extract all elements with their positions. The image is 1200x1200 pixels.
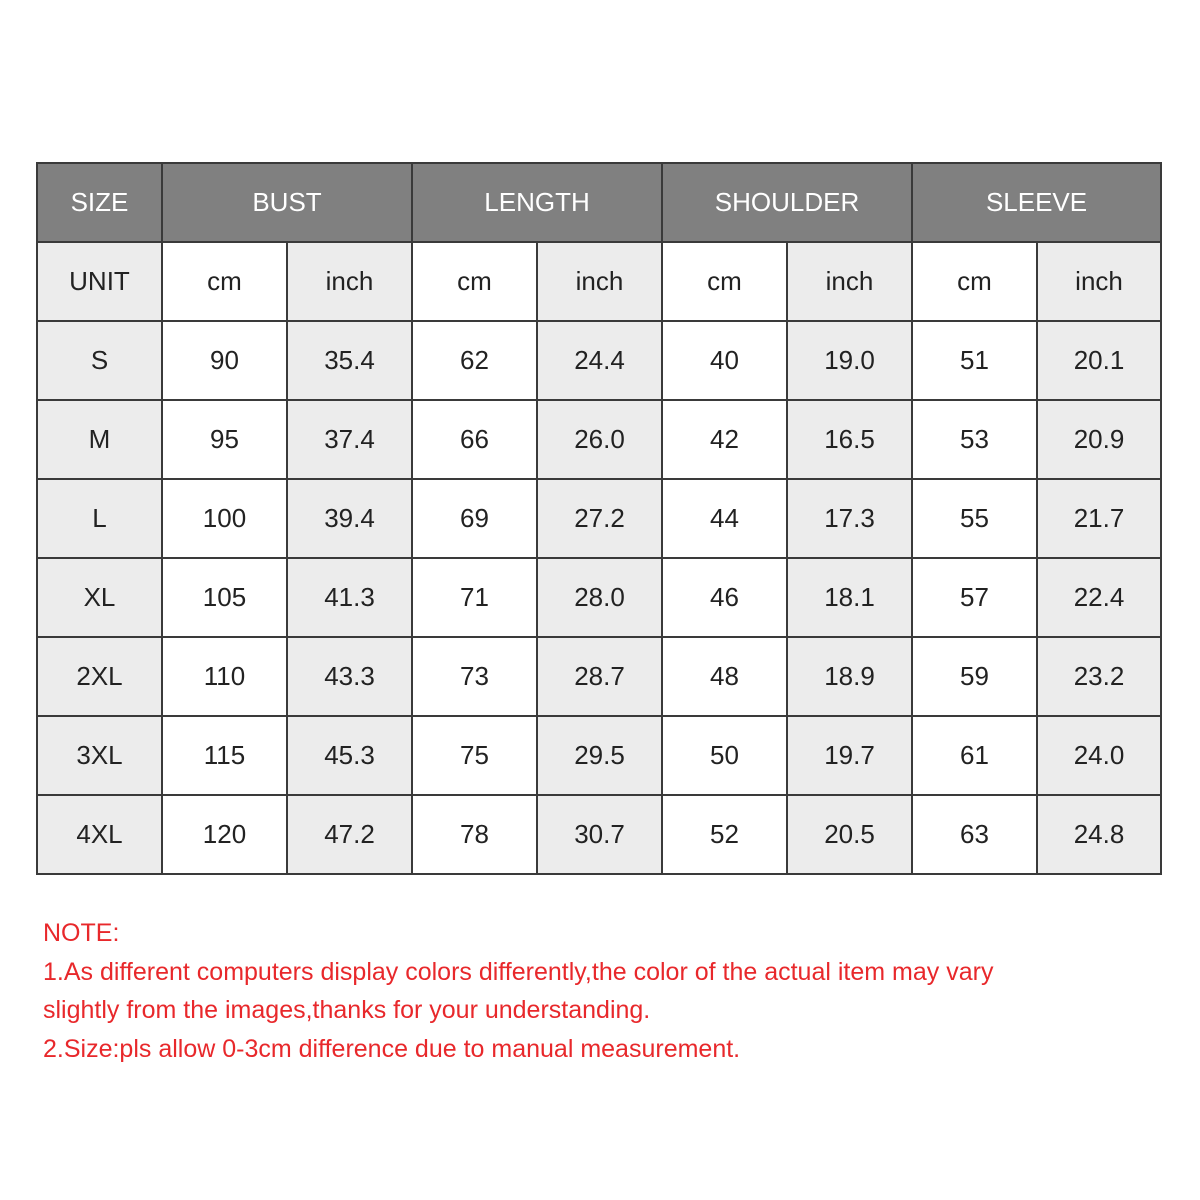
value-cell: 28.0 (537, 558, 662, 637)
note-line-3: 2.Size:pls allow 0-3cm difference due to manual measurement. (43, 1034, 741, 1063)
unit-cell: cm (412, 242, 537, 321)
value-cell: 52 (662, 795, 787, 874)
value-cell: 24.4 (537, 321, 662, 400)
header-bust: BUST (162, 163, 412, 242)
unit-cell: inch (1037, 242, 1161, 321)
value-cell: 50 (662, 716, 787, 795)
value-cell: 55 (912, 479, 1037, 558)
unit-cell: cm (662, 242, 787, 321)
header-row (37, 163, 1161, 242)
value-cell: 105 (162, 558, 287, 637)
table-row (37, 795, 1161, 874)
unit-row (37, 242, 1161, 321)
notes-block (43, 914, 1163, 1068)
value-cell: 90 (162, 321, 287, 400)
value-cell: 120 (162, 795, 287, 874)
value-cell: 75 (412, 716, 537, 795)
value-cell: 20.1 (1037, 321, 1161, 400)
value-cell: 40 (662, 321, 787, 400)
unit-cell: cm (912, 242, 1037, 321)
size-cell: L (37, 479, 162, 558)
unit-cell: inch (537, 242, 662, 321)
value-cell: 37.4 (287, 400, 412, 479)
header-size: SIZE (37, 163, 162, 242)
value-cell: 21.7 (1037, 479, 1161, 558)
unit-label: UNIT (37, 242, 162, 321)
value-cell: 73 (412, 637, 537, 716)
value-cell: 61 (912, 716, 1037, 795)
size-cell: M (37, 400, 162, 479)
value-cell: 17.3 (787, 479, 912, 558)
value-cell: 57 (912, 558, 1037, 637)
value-cell: 66 (412, 400, 537, 479)
value-cell: 20.9 (1037, 400, 1161, 479)
value-cell: 53 (912, 400, 1037, 479)
value-cell: 30.7 (537, 795, 662, 874)
value-cell: 22.4 (1037, 558, 1161, 637)
header-sleeve: SLEEVE (912, 163, 1161, 242)
unit-cell: inch (787, 242, 912, 321)
value-cell: 95 (162, 400, 287, 479)
value-cell: 115 (162, 716, 287, 795)
value-cell: 27.2 (537, 479, 662, 558)
value-cell: 28.7 (537, 637, 662, 716)
table-row (37, 637, 1161, 716)
size-cell: XL (37, 558, 162, 637)
value-cell: 20.5 (787, 795, 912, 874)
value-cell: 35.4 (287, 321, 412, 400)
header-shoulder: SHOULDER (662, 163, 912, 242)
value-cell: 69 (412, 479, 537, 558)
size-cell: 2XL (37, 637, 162, 716)
value-cell: 46 (662, 558, 787, 637)
unit-cell: inch (287, 242, 412, 321)
note-title: NOTE: (43, 919, 120, 947)
value-cell: 78 (412, 795, 537, 874)
note-line-2: slightly from the images,thanks for your understanding. (43, 996, 651, 1024)
value-cell: 24.8 (1037, 795, 1161, 874)
table-row (37, 558, 1161, 637)
value-cell: 29.5 (537, 716, 662, 795)
table-row (37, 479, 1161, 558)
note-line-1: 1.As different computers display colors differently,the color of the actual item may vary (43, 957, 994, 986)
value-cell: 39.4 (287, 479, 412, 558)
value-cell: 42 (662, 400, 787, 479)
table-row (37, 400, 1161, 479)
value-cell: 48 (662, 637, 787, 716)
size-cell: 4XL (37, 795, 162, 874)
unit-cell: cm (162, 242, 287, 321)
value-cell: 23.2 (1037, 637, 1161, 716)
size-cell: 3XL (37, 716, 162, 795)
value-cell: 18.9 (787, 637, 912, 716)
value-cell: 100 (162, 479, 287, 558)
value-cell: 19.0 (787, 321, 912, 400)
value-cell: 41.3 (287, 558, 412, 637)
value-cell: 24.0 (1037, 716, 1161, 795)
value-cell: 26.0 (537, 400, 662, 479)
size-chart-table (36, 162, 1162, 875)
value-cell: 62 (412, 321, 537, 400)
value-cell: 110 (162, 637, 287, 716)
value-cell: 44 (662, 479, 787, 558)
value-cell: 71 (412, 558, 537, 637)
size-cell: S (37, 321, 162, 400)
value-cell: 47.2 (287, 795, 412, 874)
value-cell: 45.3 (287, 716, 412, 795)
value-cell: 18.1 (787, 558, 912, 637)
table-row (37, 716, 1161, 795)
value-cell: 63 (912, 795, 1037, 874)
table-row (37, 321, 1161, 400)
value-cell: 51 (912, 321, 1037, 400)
header-length: LENGTH (412, 163, 662, 242)
value-cell: 19.7 (787, 716, 912, 795)
value-cell: 43.3 (287, 637, 412, 716)
value-cell: 16.5 (787, 400, 912, 479)
value-cell: 59 (912, 637, 1037, 716)
